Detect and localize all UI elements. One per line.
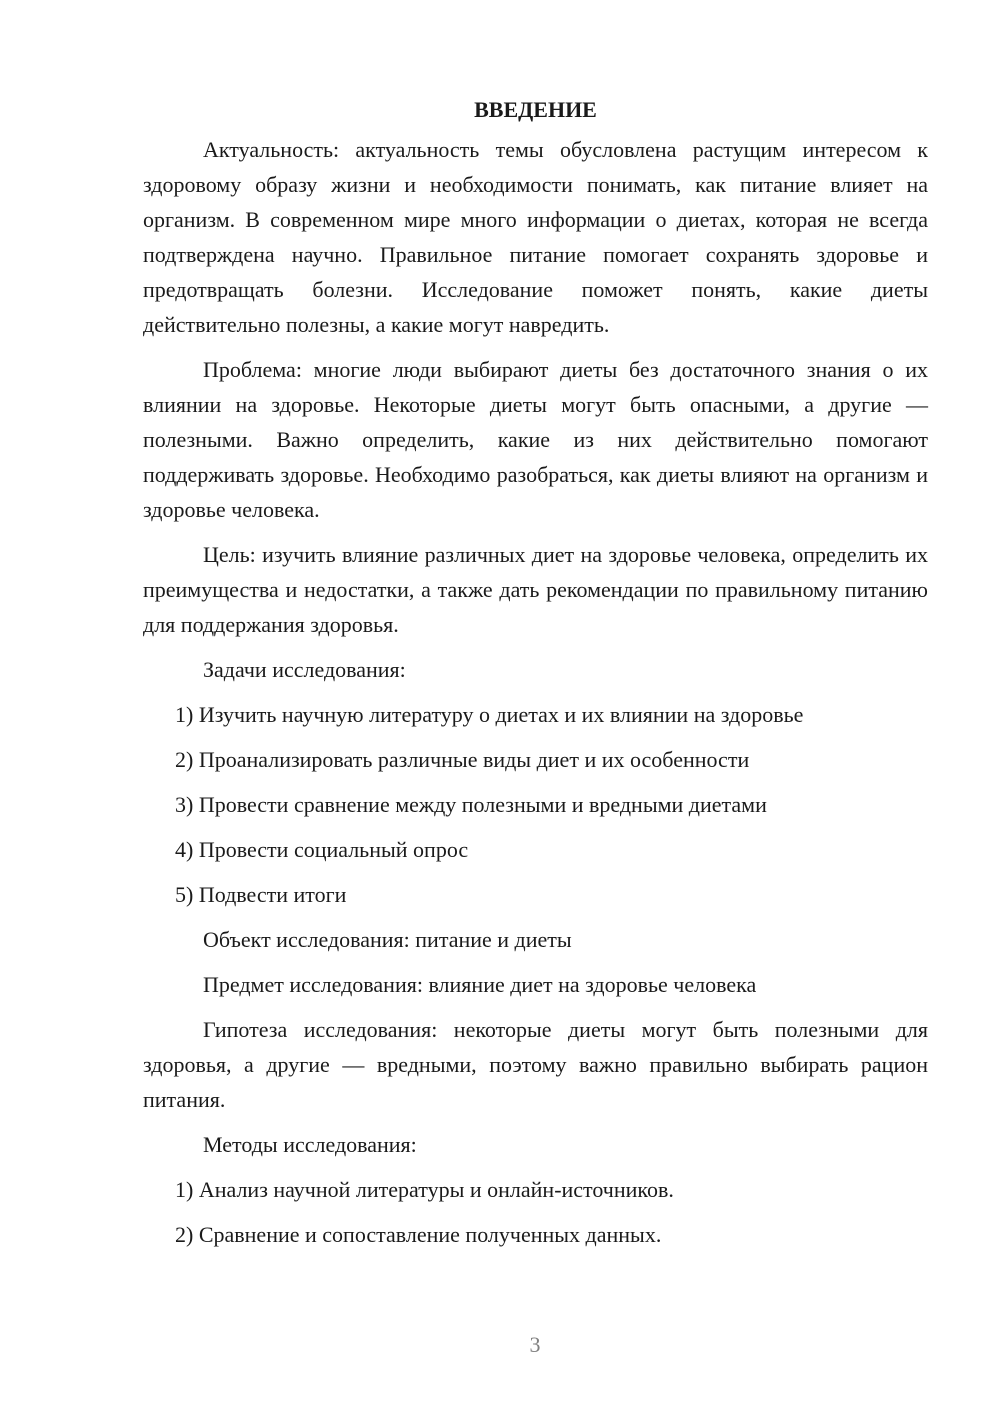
subject-line: Предмет исследования: влияние диет на здоровье человека bbox=[203, 972, 757, 997]
tasks-heading: Задачи исследования: bbox=[203, 657, 406, 682]
hypothesis-paragraph: Гипотеза исследования: некоторые диеты могут быть полезными для здоровья, а другие — вредными, поэтому важно правильно выбирать рацион питания. bbox=[143, 1017, 928, 1112]
section-title: ВВЕДЕНИЕ bbox=[474, 97, 597, 122]
problem-paragraph: Проблема: многие люди выбирают диеты без достаточного знания о их влиянии на здоровье. Некоторые диеты могут быть опасными, а другие — полезными. Важно определить, какие из них действительно помогают поддерживать здоровье. Необходимо разобраться, как диеты влияют на организм и здоровье человека. bbox=[143, 357, 928, 522]
object-line: Объект исследования: питание и диеты bbox=[203, 927, 572, 952]
list-item: 3) Провести сравнение между полезными и вредными диетами bbox=[175, 792, 767, 817]
list-item: 1) Анализ научной литературы и онлайн-источников. bbox=[175, 1177, 674, 1202]
list-item: 2) Проанализировать различные виды диет и их особенности bbox=[175, 747, 750, 772]
list-item: 1) Изучить научную литературу о диетах и их влиянии на здоровье bbox=[175, 702, 804, 727]
document-page bbox=[143, 92, 928, 1262]
methods-list bbox=[143, 1172, 928, 1252]
relevance-paragraph: Актуальность: актуальность темы обусловлена растущим интересом к здоровому образу жизни и необходимости понимать, как питание влияет на организм. В современном мире много информации о диетах, которая не всегда подтверждена научно. Правильное питание помогает сохранять здоровье и предотвращать болезни. Исследование поможет понять, какие диеты действительно полезны, а какие могут навредить. bbox=[143, 137, 928, 337]
list-item: 5) Подвести итоги bbox=[175, 882, 347, 907]
page-number: 3 bbox=[529, 1332, 541, 1357]
list-item: 2) Сравнение и сопоставление полученных данных. bbox=[175, 1222, 662, 1247]
goal-paragraph: Цель: изучить влияние различных диет на здоровье человека, определить их преимущества и недостатки, а также дать рекомендации по правильному питанию для поддержания здоровья. bbox=[143, 542, 928, 637]
list-item: 4) Провести социальный опрос bbox=[175, 837, 469, 862]
tasks-list bbox=[143, 697, 928, 912]
methods-heading: Методы исследования: bbox=[203, 1132, 417, 1157]
